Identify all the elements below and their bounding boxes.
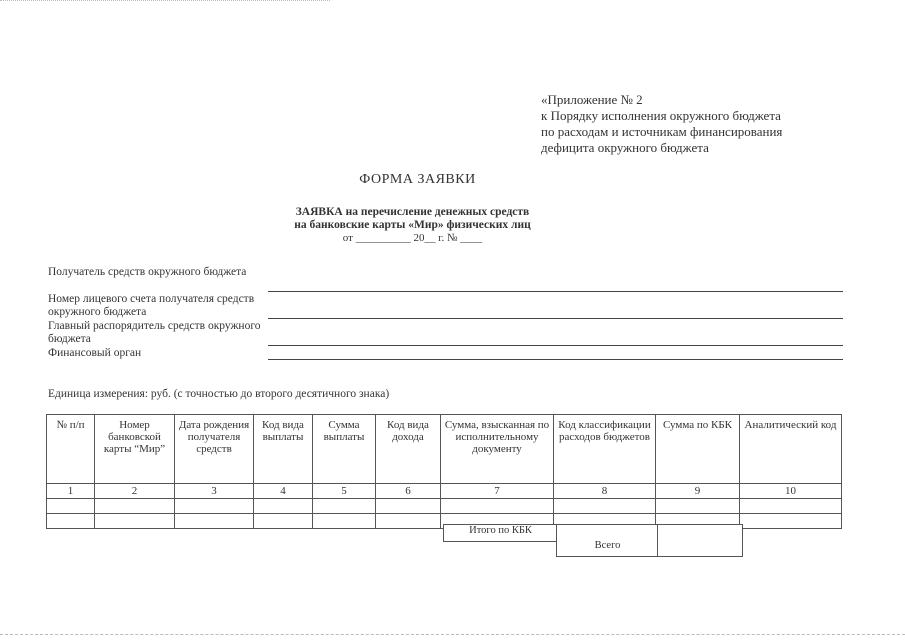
table-row [47, 499, 842, 514]
field-finance-body [48, 347, 843, 361]
recipient-fields [48, 266, 843, 361]
field-recipient-line[interactable] [268, 291, 843, 292]
table-cell[interactable] [313, 514, 376, 529]
column-number: 3 [175, 484, 254, 499]
page-bottom-edge [0, 634, 905, 635]
table-cell[interactable] [441, 499, 554, 514]
column-number: 5 [313, 484, 376, 499]
units-note: Единица измерения: руб. (с точностью до второго десятичного знака) [48, 388, 390, 400]
table-cell[interactable] [376, 499, 441, 514]
request-date-line: от __________ 20__ г. № ____ [342, 232, 483, 244]
table-cell[interactable] [254, 514, 313, 529]
total-kbk-label: Итого по КБК [469, 525, 532, 536]
appendix-line-1: «Приложение № 2 [541, 92, 643, 107]
table-number-row [47, 484, 842, 499]
header-cell: № п/п [47, 415, 95, 484]
scan-edge-marks [0, 0, 330, 4]
grand-total-label-cell [556, 540, 659, 557]
column-number: 9 [656, 484, 740, 499]
field-account-number-label: Номер лицевого счета получателя средств окружного бюджета [48, 293, 255, 318]
header-cell: Код вида дохода [376, 415, 441, 484]
grand-total-label: Всего [594, 540, 621, 551]
table-header-row [47, 415, 842, 484]
column-number: 1 [47, 484, 95, 499]
table-cell[interactable] [175, 499, 254, 514]
field-finance-body-label: Финансовый орган [48, 347, 142, 359]
grand-total-sum-cell[interactable] [657, 540, 743, 557]
field-main-manager-label: Главный распорядитель средств окружного бюджета [48, 320, 261, 345]
header-cell: Аналитический код [740, 415, 842, 484]
table-cell[interactable] [376, 514, 441, 529]
appendix-note [541, 92, 871, 156]
field-main-manager-line[interactable] [268, 345, 843, 346]
column-number: 6 [376, 484, 441, 499]
header-cell: Сумма по КБК [656, 415, 740, 484]
appendix-line-2: к Порядку исполнения окружного бюджета [541, 108, 781, 123]
request-title-line-2: на банковские карты «Мир» физических лиц [294, 219, 531, 231]
table-cell[interactable] [554, 499, 656, 514]
header-cell: Номер банковской карты “Мир” [95, 415, 175, 484]
field-account-number [48, 293, 843, 320]
field-recipient [48, 266, 843, 293]
field-recipient-label: Получатель средств окружного бюджета [48, 266, 247, 278]
table-cell[interactable] [740, 499, 842, 514]
payments-table [46, 414, 842, 529]
column-number: 4 [254, 484, 313, 499]
column-number: 2 [95, 484, 175, 499]
header-cell: Код классификации расходов бюджетов [554, 415, 656, 484]
table-cell[interactable] [47, 514, 95, 529]
column-number: 7 [441, 484, 554, 499]
table-cell[interactable] [254, 499, 313, 514]
field-main-manager [48, 320, 843, 347]
appendix-line-4: дефицита окружного бюджета [541, 140, 709, 155]
request-title-line-1: ЗАЯВКА на перечисление денежных средств [295, 206, 530, 218]
table-cell[interactable] [175, 514, 254, 529]
field-account-number-line[interactable] [268, 318, 843, 319]
appendix-line-3: по расходам и источникам финансирования [541, 124, 783, 139]
header-cell: Дата рождения получателя средств [175, 415, 254, 484]
table-cell[interactable] [313, 499, 376, 514]
form-title: ФОРМА ЗАЯВКИ [359, 172, 476, 187]
table-cell[interactable] [656, 499, 740, 514]
field-finance-body-line[interactable] [268, 359, 843, 360]
column-number: 8 [554, 484, 656, 499]
table-cell[interactable] [95, 499, 175, 514]
header-cell: Сумма выплаты [313, 415, 376, 484]
table-cell[interactable] [740, 514, 842, 529]
header-cell: Сумма, взысканная по исполнительному документу [441, 415, 554, 484]
column-number: 10 [740, 484, 842, 499]
table-cell[interactable] [95, 514, 175, 529]
header-cell: Код вида выплаты [254, 415, 313, 484]
table-cell[interactable] [47, 499, 95, 514]
request-title-block [0, 206, 905, 245]
total-kbk-label-cell [443, 524, 558, 542]
